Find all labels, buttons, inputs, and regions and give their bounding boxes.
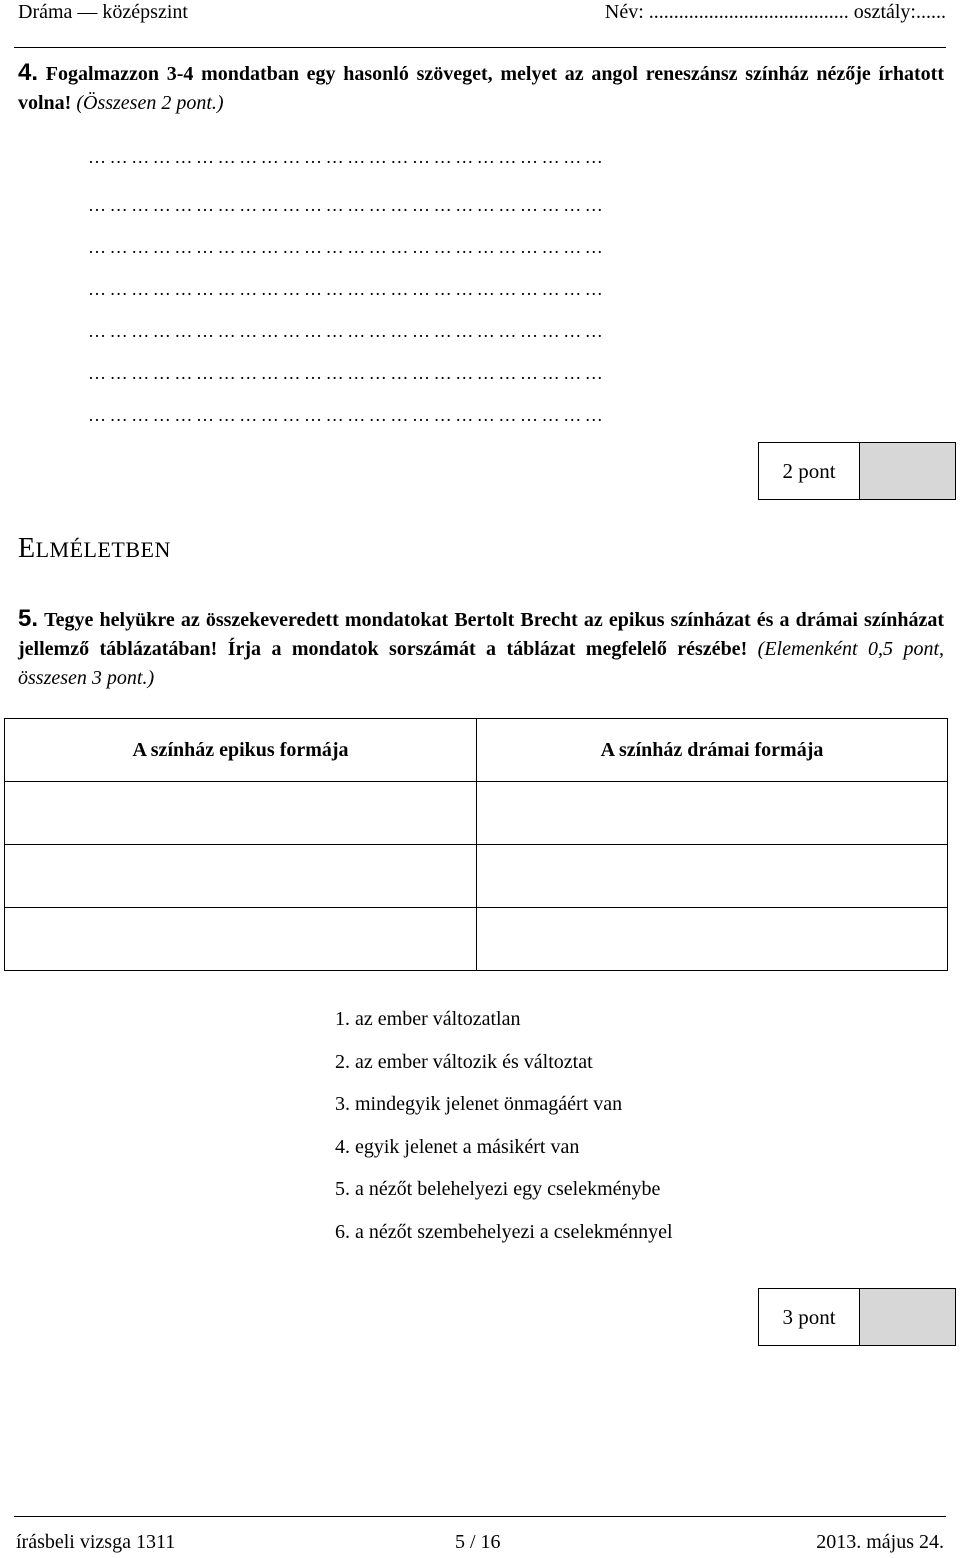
task-points: (Összesen 2 pont.) <box>76 92 224 114</box>
list-item: 6. a nézőt szembehelyezi a cselekménnyel <box>335 1220 673 1243</box>
table-row <box>5 845 948 908</box>
footer-page-number: 5 / 16 <box>455 1531 501 1553</box>
score-box <box>758 1288 956 1346</box>
answer-line[interactable]: ……………………………………………………………… <box>88 363 607 383</box>
list-item: 4. egyik jelenet a másikért van <box>335 1135 580 1158</box>
task-instruction: Tegye helyükre az összekeveredett mondatokat Bertolt Brecht az epikus színházat és a drámai színházat jellemző táblázatában! Írja a mondatok sorszámát a táblázat megfelelő részébe! <box>18 609 945 660</box>
table-header-epic: A színház epikus formája <box>5 719 477 782</box>
list-item: 2. az ember változik és változtat <box>335 1050 593 1073</box>
table-row <box>5 908 948 971</box>
answer-line[interactable]: ……………………………………………………………… <box>88 279 607 299</box>
task-instruction: Fogalmazzon 3-4 mondatban egy hasonló szöveget, melyet az angol reneszánsz színház nézője írhatott volna! <box>18 63 944 114</box>
table-header-dramatic: A színház drámai formája <box>477 719 948 782</box>
answer-line[interactable]: ……………………………………………………………… <box>88 237 607 257</box>
answer-line[interactable]: ……………………………………………………………… <box>88 195 607 215</box>
list-item: 5. a nézőt belehelyezi egy cselekménybe <box>335 1178 661 1200</box>
footer-exam: írásbeli vizsga 1311 <box>16 1531 176 1553</box>
header-name-class: Név: ........................................ osztály:...... <box>604 1 946 23</box>
answer-table <box>4 718 948 971</box>
table-cell[interactable] <box>477 908 948 971</box>
table-cell[interactable] <box>477 782 948 845</box>
task-number: 5. <box>18 605 39 632</box>
footer-rule <box>14 1516 946 1517</box>
list-item: 3. mindegyik jelenet önmagáért van <box>335 1093 623 1115</box>
table-cell[interactable] <box>5 782 477 845</box>
answer-line[interactable]: ……………………………………………………………… <box>88 405 607 425</box>
header-subject: Dráma — középszint <box>18 1 188 23</box>
options-list <box>335 1004 673 1259</box>
table-cell[interactable] <box>477 845 948 908</box>
score-label: 2 pont <box>782 458 836 483</box>
score-field[interactable] <box>859 443 955 499</box>
footer-date: 2013. május 24. <box>816 1531 944 1553</box>
task-4-prompt <box>18 58 944 118</box>
answer-line[interactable]: ……………………………………………………………… <box>88 147 607 167</box>
section-title: ELMÉLETBEN <box>18 533 171 564</box>
task-5-prompt <box>18 604 944 693</box>
answer-line[interactable]: ……………………………………………………………… <box>88 321 607 341</box>
score-box <box>758 442 956 500</box>
header-rule <box>14 47 946 48</box>
list-item: 1. az ember változatlan <box>335 1008 521 1030</box>
table-cell[interactable] <box>5 845 477 908</box>
table-header-row <box>5 719 948 782</box>
task-points: (Elemenként 0,5 pont, összesen 3 pont.) <box>18 638 945 689</box>
table-row <box>5 782 948 845</box>
table-cell[interactable] <box>5 908 477 971</box>
score-label: 3 pont <box>782 1304 836 1329</box>
score-field[interactable] <box>859 1289 955 1345</box>
task-number: 4. <box>18 59 39 86</box>
